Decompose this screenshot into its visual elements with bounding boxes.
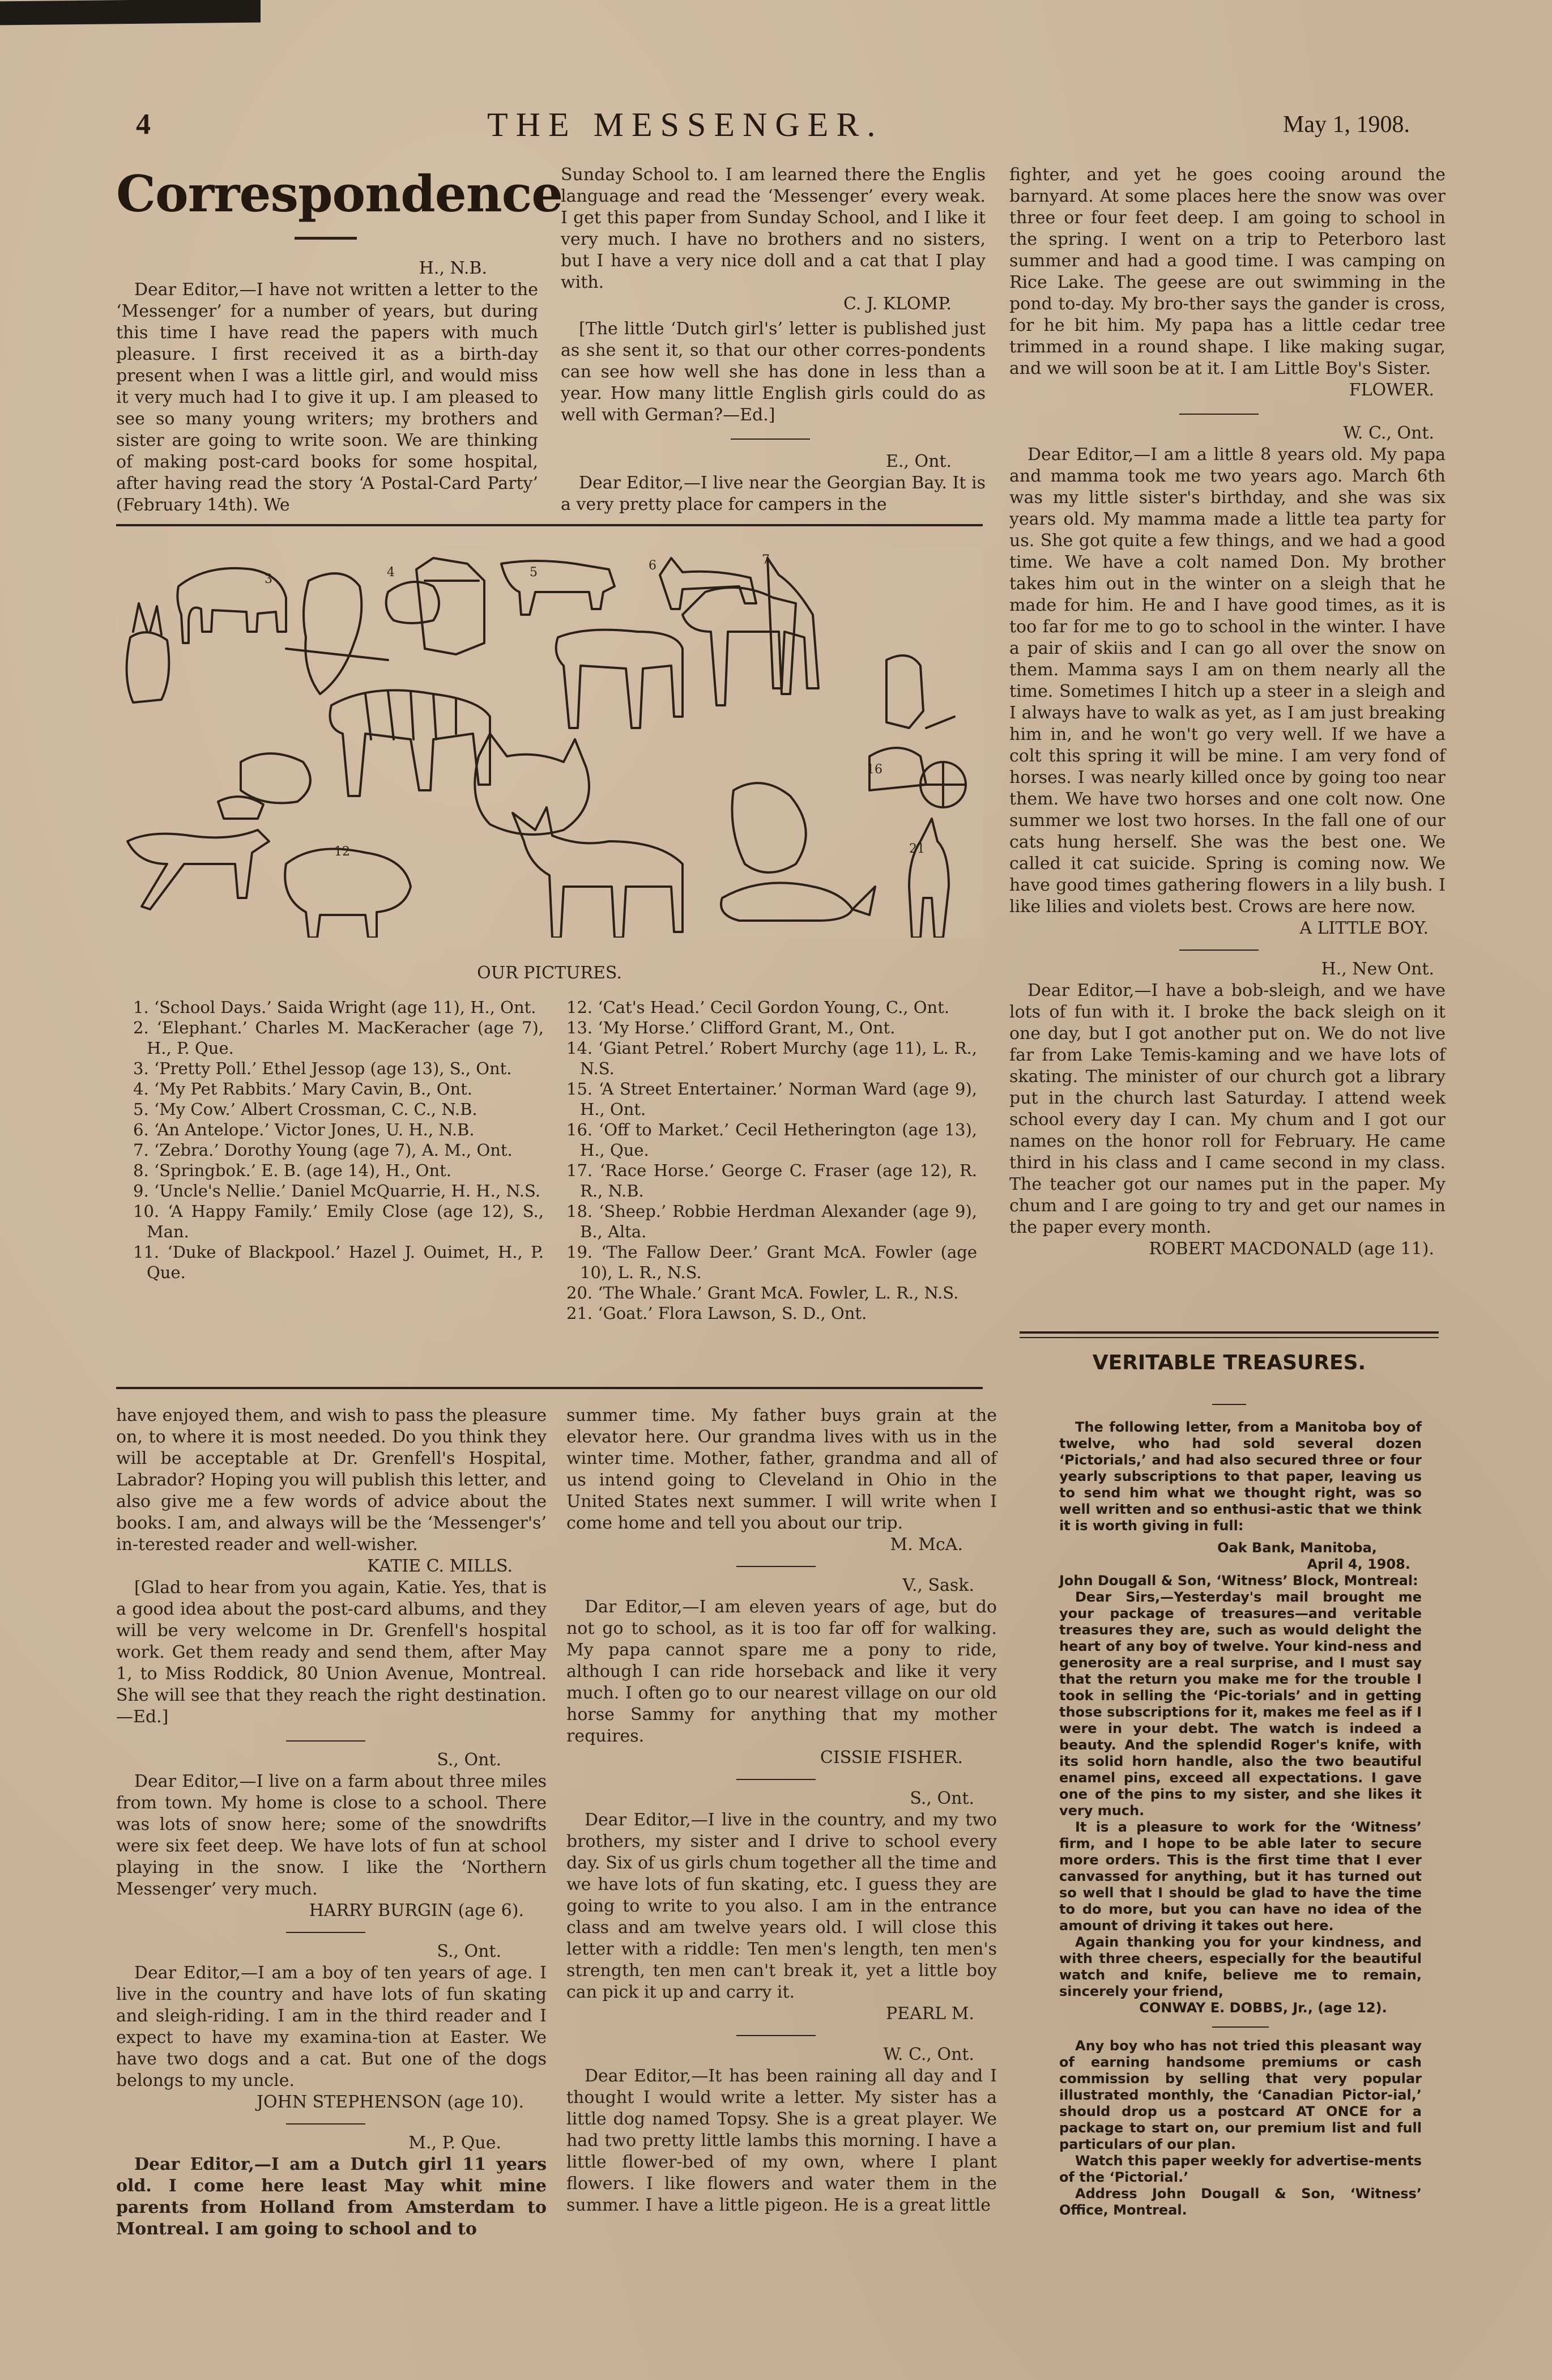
section-rule	[1020, 1331, 1439, 1334]
picture-caption: 7. ‘Zebra.’ Dorothy Young (age 7), A. M., Ont.	[133, 1140, 513, 1160]
divider	[736, 1566, 816, 1567]
picture-caption: 15. ‘A Street Entertainer.’ Norman Ward (age 9), H., Ont.	[566, 1079, 977, 1119]
letter-place: E., Ont.	[885, 452, 952, 471]
page-number: 4	[136, 108, 151, 140]
divider	[286, 1932, 365, 1933]
letter-body: Dear Editor,—I live on a farm about three miles from town. My home is close to a school. There was lots of snow here; some of the snowdrifts were six feet deep. We have lots of fun at school playing in the snow. I like the ‘Northern Messenger’ very much.	[116, 1772, 547, 1899]
letter-signature: CISSIE FISHER.	[820, 1748, 963, 1768]
letter-place: S., Ont.	[910, 1789, 974, 1808]
letter-signature: FLOWER.	[1349, 380, 1434, 400]
picture-caption: 2. ‘Elephant.’ Charles M. MacKeracher (age 7), H., P. Que.	[133, 1018, 544, 1058]
picture-caption: 8. ‘Springbok.’ E. B. (age 14), H., Ont.	[133, 1161, 451, 1180]
letter-place: M., P. Que.	[408, 2133, 501, 2153]
pictures-list-right	[566, 997, 977, 1323]
promo-text: Any boy who has not tried this pleasant way of earning handsome premiums or cash commission by selling that very popular illustrated monthly, the ‘Canadian Pictor-ial,’ should drop us a postcard AT ONCE for a package to start on, our premium list and full particulars of our plan.	[1059, 2038, 1422, 2152]
letter-body: Sunday School to. I am learned there the Englis language and read the ‘Messenger’ every weak. I get this paper from Sunday School, and I like it very much. I have no brothers and no sisters, but I have a very nice doll and a cat that I play with.	[561, 165, 986, 292]
letter-signature: A LITTLE BOY.	[1299, 918, 1429, 938]
treasures-intro: The following letter, from a Manitoba boy of twelve, who had sold several dozen ‘Pictorials,’ and had also secured three or four yearly subscriptions to that paper, leaving us to send him what we thought right, was so well written and so enthusi-astic that we think it is worth giving in full:	[1059, 1419, 1422, 1534]
letter-place: H., New Ont.	[1321, 959, 1434, 979]
picture-caption: 21. ‘Goat.’ Flora Lawson, S. D., Ont.	[566, 1304, 867, 1323]
divider	[736, 1779, 816, 1780]
title-flourish	[295, 237, 357, 240]
letter-place: S., Ont.	[437, 1942, 501, 1961]
letter-address: John Dougall & Son, ‘Witness’ Block, Montreal:	[1059, 1573, 1418, 1589]
letter-date: April 4, 1908.	[1307, 1556, 1410, 1572]
letter-body: Dar Editor,—I am eleven years of age, but do not go to school, as it is too far off for walking. My papa cannot spare me a pony to ride, although I can ride horseback and like it very much. I often go to our nearest village on our old horse Sammy for anything that my mother requires.	[566, 1597, 997, 1746]
right-column-letters	[1009, 164, 1446, 1260]
picture-number: 6	[649, 559, 656, 573]
letter-signature: HARRY BURGIN (age 6).	[309, 1901, 524, 1921]
picture-caption: 3. ‘Pretty Poll.’ Ethel Jessop (age 13), S., Ont.	[133, 1059, 512, 1078]
letter-place: H., N.B.	[419, 258, 487, 278]
letter-signature: KATIE C. MILLS.	[367, 1556, 513, 1576]
picture-caption: 9. ‘Uncle's Nellie.’ Daniel McQuarrie, H. H., N.S.	[133, 1181, 541, 1200]
letter-body: Dear Editor,—It has been raining all day and I thought I would write a letter. My sister has a little dog named Topsy. She is a great player. We had two pretty little lambs this morning. I have a little flower-bed of my own, where I plant flowers. I like flowers and water them in the summer. I have a little pigeon. He is a great little	[566, 2066, 997, 2215]
picture-caption: 17. ‘Race Horse.’ George C. Fraser (age 12), R. R., N.B.	[566, 1161, 977, 1200]
picture-caption: 1. ‘School Days.’ Saida Wright (age 11), H., Ont.	[133, 998, 536, 1017]
picture-caption: 11. ‘Duke of Blackpool.’ Hazel J. Ouimet, H., P. Que.	[133, 1242, 544, 1282]
treasures-title: VERITABLE TREASURES.	[1092, 1351, 1366, 1374]
letter-body: have enjoyed them, and wish to pass the pleasure on, to where it is most needed. Do you think they will be acceptable at Dr. Grenfell's Hospital, Labrador? Hoping you will publish this letter, and also give me a few words of advice about the books. I am, and always will be the ‘Messenger's’ in-terested reader and well-wisher.	[116, 1406, 547, 1555]
letter-body: fighter, and yet he goes cooing around the barnyard. At some places here the snow was over three or four feet deep. I am going to school in the spring. I went on a trip to Peterboro last summer and had a good time. I was camping on Rice Lake. The geese are out swimming in the pond to-day. My bro-ther says the gander is cross, for he bit him. My papa has a little cedar tree trimmed in a round shape. I like making sugar, and we will soon be at it. I am Little Boy's Sister.	[1009, 165, 1446, 378]
scan-corner-shadow	[0, 0, 261, 25]
picture-caption: 19. ‘The Fallow Deer.’ Grant McA. Fowler (age 10), L. R., N.S.	[566, 1242, 977, 1282]
picture-caption: 20. ‘The Whale.’ Grant McA. Fowler, L. R., N.S.	[566, 1283, 959, 1302]
picture-caption: 6. ‘An Antelope.’ Victor Jones, U. H., N.B.	[133, 1120, 475, 1139]
letter-place: W. C., Ont.	[1343, 423, 1434, 443]
letter-body: Dear Editor,—I am a little 8 years old. My papa and mamma took me two years ago. March 6th was my little sister's birthday, and she was six years old. My mamma made a little tea party for us. She got quite a few things, and we had a good time. We have a colt named Don. My brother takes him out in the winter on a sleigh that he made for him. He and I have good times, as it is too far for me to go to school in the winter. I have a pair of skiis and I can go all over the snow on them. Mamma says I am on them nearly all the time. Sometimes I hitch up a steer in a sleigh and I always have to walk as yet, as I am just breaking him in, and he won't go very well. If we have a colt this spring it will be mine. I am very fond of horses. I was nearly killed once by going too near them. We have two horses and one colt now. One summer we lost two horses. In the fall one of our cats hung herself. She was the best one. We called it cat suicide. Spring is coming now. We have good times gathering flowers in a lily bush. I like lilies and violets best. Crows are here now.	[1009, 445, 1446, 917]
letter-signature: ROBERT MACDONALD (age 11).	[1149, 1239, 1434, 1259]
publication-title: THE MESSENGER.	[487, 106, 884, 143]
promo-address: Address John Dougall & Son, ‘Witness’ Office, Montreal.	[1059, 2186, 1422, 2218]
picture-caption: 14. ‘Giant Petrel.’ Robert Murchy (age 11), L. R., N.S.	[566, 1038, 977, 1078]
treasures-article	[1059, 1419, 1422, 2219]
bottom-middle-letters	[566, 1405, 997, 2216]
picture-caption: 5. ‘My Cow.’ Albert Crossman, C. C., N.B.	[133, 1100, 477, 1119]
children-drawings-illustration	[116, 547, 983, 938]
letter-signature: PEARL M.	[885, 2004, 974, 2024]
promo-text: Watch this paper weekly for advertise-ments of the ‘Pictorial.’	[1059, 2153, 1422, 2185]
picture-caption: 10. ‘A Happy Family.’ Emily Close (age 12), S., Man.	[133, 1202, 544, 1241]
divider	[286, 2123, 365, 2124]
issue-date: May 1, 1908.	[1283, 112, 1410, 138]
section-rule	[116, 1387, 983, 1389]
letter-body: Dear Editor,—I live near the Georgian Bay. It is a very pretty place for campers in the	[561, 473, 986, 514]
letter-body: Dear Editor,—I have not written a letter to the ‘Messenger’ for a number of years, but during this time I have read the papers with much pleasure. I first received it as a birth-day present when I was a little girl, and would miss it very much had I to give it up. I am pleased to see so many young writers; my brothers and sister are going to write soon. We are thinking of making post-card books for some hospital, after having read the story ‘A Postal-Card Party’ (February 14th). We	[116, 280, 538, 515]
letter-signature: CONWAY E. DOBBS, Jr., (age 12).	[1139, 2000, 1387, 2016]
picture-number: 4	[387, 565, 395, 580]
picture-caption: 18. ‘Sheep.’ Robbie Herdman Alexander (age 9), B., Alta.	[566, 1202, 977, 1241]
letter-body: Dear Editor,—I am a boy of ten years of age. I live in the country and have lots of fun skating and sleigh-riding. I am in the third reader and I expect to have my examina-tion at Easter. We have two dogs and a cat. But one of the dogs belongs to my uncle.	[116, 1963, 547, 2091]
divider	[736, 2035, 816, 2036]
picture-number: 21	[909, 842, 925, 856]
divider	[731, 438, 810, 440]
section-rule	[1020, 1337, 1439, 1338]
picture-caption: 13. ‘My Horse.’ Clifford Grant, M., Ont.	[566, 1018, 896, 1037]
divider	[1212, 2026, 1269, 2028]
picture-caption: 16. ‘Off to Market.’ Cecil Hetherington (age 13), H., Que.	[566, 1120, 977, 1160]
letter-hnb	[116, 258, 538, 516]
pictures-title: OUR PICTURES.	[477, 963, 622, 983]
letter-place: S., Ont.	[437, 1750, 501, 1770]
section-title: Correspondence	[116, 164, 563, 223]
picture-caption: 4. ‘My Pet Rabbits.’ Mary Cavin, B., Ont.	[133, 1079, 473, 1099]
letter-signature: C. J. KLOMP.	[843, 294, 952, 314]
letter-body: Dear Editor,—I have a bob-sleigh, and we have lots of fun with it. I broke the back sleigh on it one day, but I got another put on. We do not live far from Lake Temis-kaming and we have lots of skating. The minister of our church got a library put in the church last Saturday. I attend week school every day I can. My chum and I got our names on the honor roll for February. He came third in his class and I came second in my class. The teacher got our names put in the paper. My chum and I are going to try and get our names in the paper every month.	[1009, 981, 1446, 1237]
letter-body: Dear Editor,—I am a Dutch girl 11 years old. I come here least May whit mine parents from Holland from Amsterdam to Montreal. I am going to school and to	[116, 2155, 547, 2239]
divider	[1212, 1404, 1246, 1405]
picture-caption: 12. ‘Cat's Head.’ Cecil Gordon Young, C., Ont.	[566, 998, 950, 1017]
pictures-list-left	[133, 997, 544, 1283]
letter-klomp	[561, 164, 986, 516]
letter-body: Dear Sirs,—Yesterday's mail brought me your package of treasures—and veritable treasures they are, such as would delight the heart of any boy of twelve. Your kind-ness and generosity are a real surprise, and I must say that the return you make me for the trouble I took in selling the ‘Pic-torials’ and in getting those subscriptions for it, makes me feel as if I were in your debt. The watch is indeed a beauty. And the splendid Roger's knife, with its solid horn handle, also the two beautiful enamel pins, exceed all expectations. I gave one of the pins to my sister, and she likes it very much.	[1059, 1589, 1422, 1819]
letter-body: Dear Editor,—I live in the country, and my two brothers, my sister and I drive to school every day. Six of us girls chum together all the time and we have lots of fun skating, etc. I guess they are going to write to you also. I am in the entrance class and am twelve years old. I will close this letter with a riddle: Ten men's length, ten men's strength, ten men can't break it, yet a little boy can pick it up and carry it.	[566, 1810, 997, 2002]
picture-number: 16	[867, 763, 882, 777]
letter-place: Oak Bank, Manitoba,	[1217, 1540, 1377, 1556]
divider	[1179, 414, 1259, 415]
picture-number: 12	[334, 845, 350, 859]
letter-body: Again thanking you for your kindness, and with three cheers, especially for the beautiful watch and knife, believe me to remain, sincerely your friend,	[1059, 1934, 1422, 1999]
letter-signature: M. McA.	[890, 1535, 963, 1555]
letter-place: W. C., Ont.	[883, 2045, 974, 2064]
picture-number: 7	[762, 553, 770, 567]
picture-number: 5	[530, 565, 538, 580]
letter-body: summer time. My father buys grain at the elevator here. Our grandma lives with us in the winter time. Mother, father, grandma and all of us intend going to Cleveland in Ohio in the United States next summer. I will write when I come home and tell you about our trip.	[566, 1406, 997, 1533]
section-rule	[116, 524, 983, 526]
editor-note: [The little ‘Dutch girl's’ letter is published just as she sent it, so that our other corres-pondents can see how well she has done in less than a year. How many little English girls could do as well with German?—Ed.]	[561, 319, 986, 425]
letter-place: V., Sask.	[902, 1576, 974, 1595]
bottom-left-letters	[116, 1405, 547, 2240]
picture-number: 3	[265, 572, 272, 586]
letter-body: It is a pleasure to work for the ‘Witness’ firm, and I hope to be able later to secure more orders. This is the first time that I ever canvassed for anything, but it has turned out so well that I should be glad to have the time to do more, but you can have no idea of the amount of driving it takes out here.	[1059, 1819, 1422, 1934]
divider	[286, 1740, 365, 1742]
divider	[1179, 950, 1259, 951]
letter-signature: JOHN STEPHENSON (age 10).	[257, 2092, 524, 2112]
editor-note: [Glad to hear from you again, Katie. Yes, that is a good idea about the post-card albums, and they will be very welcome in Dr. Grenfell's hospital work. Get them ready and send them, after May 1, to Miss Roddick, 80 Union Avenue, Montreal. She will see that they reach the right destination.—Ed.]	[116, 1578, 547, 1727]
